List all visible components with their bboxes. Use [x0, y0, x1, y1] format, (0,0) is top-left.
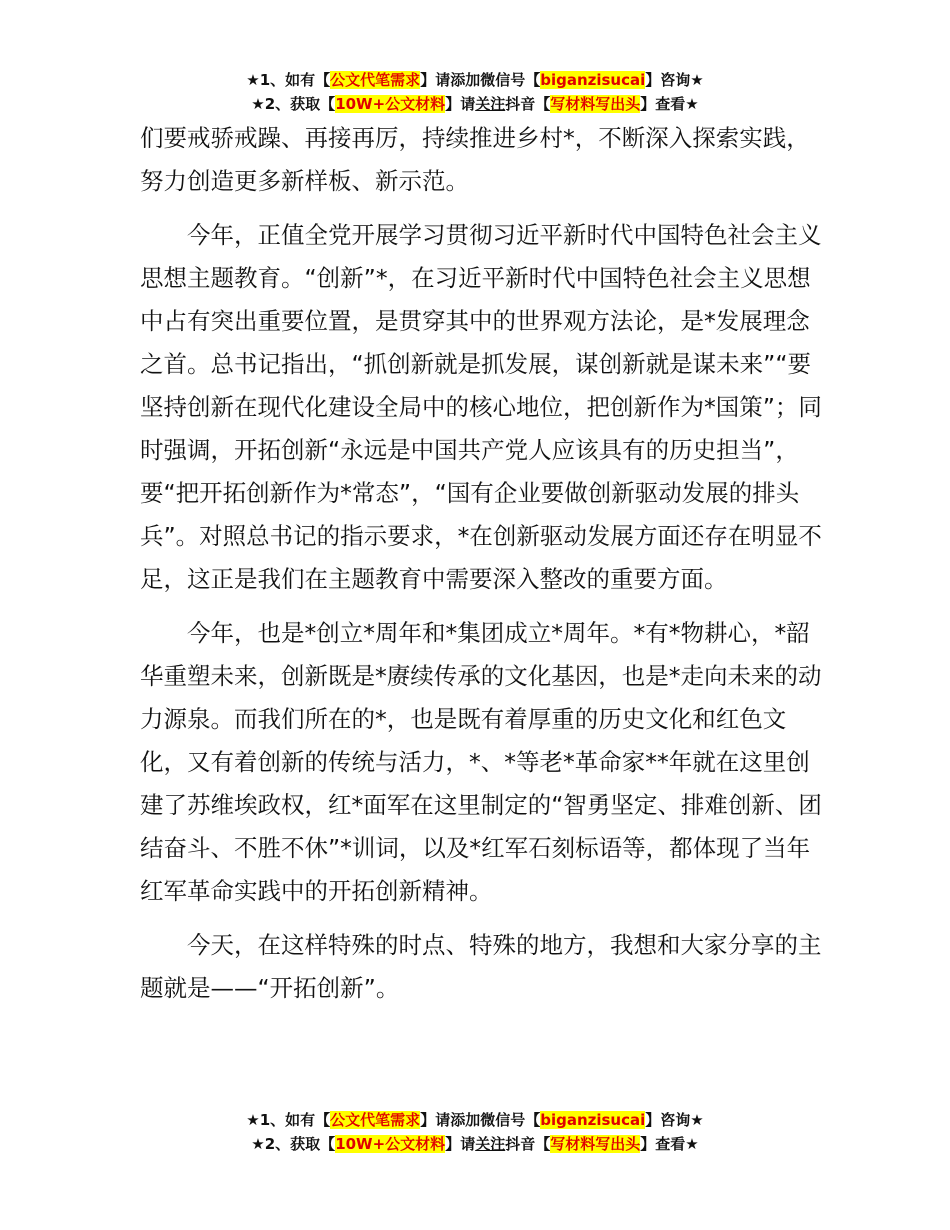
highlight-materials: 10W+公文材料	[335, 95, 446, 113]
highlight-wechat-id: biganzisucai	[540, 71, 646, 89]
highlight-douyin-account: 写材料写出头	[550, 95, 641, 113]
banner-line-2: ★2、获取【10W+公文材料】请关注抖音【写材料写出头】查看★	[251, 95, 699, 113]
paragraph: 今年，也是*创立*周年和*集团成立*周年。*有*物耕心，*韶华重塑未来，创新既是*赓续传承的文化基因，也是*走向未来的动力源泉。而我们所在的*，也是既有着厚重的历史文化和红色文化，又有着创新的传统与活力，*、*等老*革命家**年就在这里创建了苏维埃政权，红*面军在这里制定的“智勇坚定、排难创新、团结奋斗、不胜不休”*训词，以及*红军石刻标语等，都体现了当年红军革命实践中的开拓创新精神。	[140, 619, 822, 905]
highlight-ghostwriting: 公文代笔需求	[330, 71, 421, 89]
highlight-ghostwriting: 公文代笔需求	[330, 1111, 421, 1129]
highlight-materials: 10W+公文材料	[335, 1135, 446, 1153]
header-banner	[0, 68, 950, 116]
highlight-wechat-id: biganzisucai	[540, 1111, 646, 1129]
underlined-follow: 关注	[475, 95, 506, 113]
banner-line-1: ★1、如有【公文代笔需求】请添加微信号【biganzisucai】咨询★	[246, 1111, 704, 1129]
underlined-follow: 关注	[475, 1135, 506, 1153]
footer-banner	[0, 1108, 950, 1156]
banner-line-1: ★1、如有【公文代笔需求】请添加微信号【biganzisucai】咨询★	[246, 71, 704, 89]
document-body	[140, 117, 830, 1021]
paragraph: 今年，正值全党开展学习贯彻习近平新时代中国特色社会主义思想主题教育。“创新”*，在习近平新时代中国特色社会主义思想中占有突出重要位置，是贯穿其中的世界观方法论，是*发展理念之首。总书记指出，“抓创新就是抓发展，谋创新就是谋未来”“要坚持创新在现代化建设全局中的核心地位，把创新作为*国策”；同时强调，开拓创新“永远是中国共产党人应该具有的历史担当”，要“把开拓创新作为*常态”，“国有企业要做创新驱动发展的排头兵”。对照总书记的指示要求，*在创新驱动发展方面还存在明显不足，这正是我们在主题教育中需要深入整改的重要方面。	[140, 221, 822, 593]
highlight-douyin-account: 写材料写出头	[550, 1135, 641, 1153]
banner-line-2: ★2、获取【10W+公文材料】请关注抖音【写材料写出头】查看★	[251, 1135, 699, 1153]
paragraph: 今天，在这样特殊的时点、特殊的地方，我想和大家分享的主题就是——“开拓创新”。	[140, 931, 822, 1002]
paragraph-continued: 们要戒骄戒躁、再接再厉，持续推进乡村*，不断深入探索实践，努力创造更多新样板、新示范。	[140, 124, 810, 195]
